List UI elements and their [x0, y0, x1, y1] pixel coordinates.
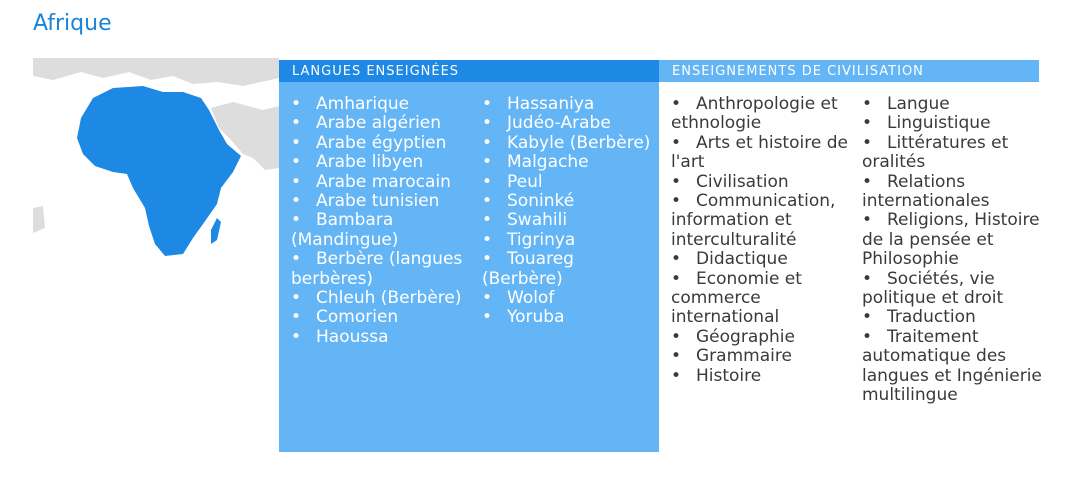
list-item: • Soninké	[482, 191, 575, 212]
list-item: • Communication, information et interculturalité	[671, 191, 836, 250]
list-item: • Comorien	[291, 307, 399, 328]
list-item: • Malgache	[482, 152, 589, 173]
list-item: • Yoruba	[482, 307, 565, 328]
list-item: • Hassaniya	[482, 95, 595, 114]
page-title: Afrique	[33, 11, 112, 36]
list-item: • Religions, Histoire de la pensée et Philosophie	[862, 210, 1040, 270]
list-item: • Traitement automatique des langues et Ingénierie multilingue	[862, 326, 1042, 406]
list-item: • Touareg (Berbère)	[482, 249, 574, 289]
list-item: • Arabe égyptien	[291, 132, 447, 153]
list-item: • Economie et commerce international	[671, 268, 802, 328]
list-item: • Arabe marocain	[291, 171, 451, 192]
civilisation-list-col-2	[862, 95, 1052, 406]
list-item: • Arabe libyen	[291, 152, 424, 173]
list-item: • Arabe tunisien	[291, 191, 440, 212]
list-item: • Arabe algérien	[291, 113, 442, 134]
list-item: • Tigrinya	[482, 229, 576, 250]
list-item: • Sociétés, vie politique et droit	[862, 268, 1004, 309]
list-item: • Berbère (langues berbères)	[291, 249, 463, 289]
langues-header: LANGUES ENSEIGNÉES	[279, 60, 659, 82]
list-item: • Didactique	[671, 249, 788, 270]
list-item: • Amharique	[291, 94, 410, 114]
civilisation-header: ENSEIGNEMENTS DE CIVILISATION	[659, 60, 1039, 82]
africa-map-icon	[33, 58, 279, 258]
civilisation-list-col-1	[671, 95, 859, 386]
list-item: • Arts et histoire de l'art	[671, 132, 848, 173]
list-item: • Linguistique	[862, 113, 991, 134]
list-item: • Bambara (Mandingue)	[291, 210, 399, 250]
list-item: • Swahili	[482, 210, 568, 231]
list-item: • Peul	[482, 171, 543, 192]
madagascar-shape	[211, 218, 221, 244]
list-item: • Civilisation	[671, 171, 789, 192]
list-item: • Kabyle (Berbère)	[482, 132, 651, 153]
list-item: • Traduction	[862, 307, 976, 328]
europe-land-shape	[33, 58, 279, 86]
langues-list-col-1	[291, 95, 481, 347]
list-item: • Chleuh (Berbère)	[291, 288, 462, 309]
list-item: • Judéo-Arabe	[482, 113, 611, 134]
list-item: • Langue	[862, 94, 950, 114]
list-item: • Littératures et oralités	[862, 132, 1009, 173]
list-item: • Wolof	[482, 288, 555, 309]
list-item: • Histoire	[671, 365, 762, 386]
list-item: • Géographie	[671, 326, 795, 347]
langues-list-col-2	[482, 95, 659, 328]
list-item: • Relations internationales	[862, 171, 990, 212]
list-item: • Anthropologie et ethnologie	[671, 94, 838, 134]
atlantic-land-shape	[33, 206, 45, 233]
list-item: • Grammaire	[671, 346, 792, 367]
list-item: • Haoussa	[291, 326, 389, 347]
